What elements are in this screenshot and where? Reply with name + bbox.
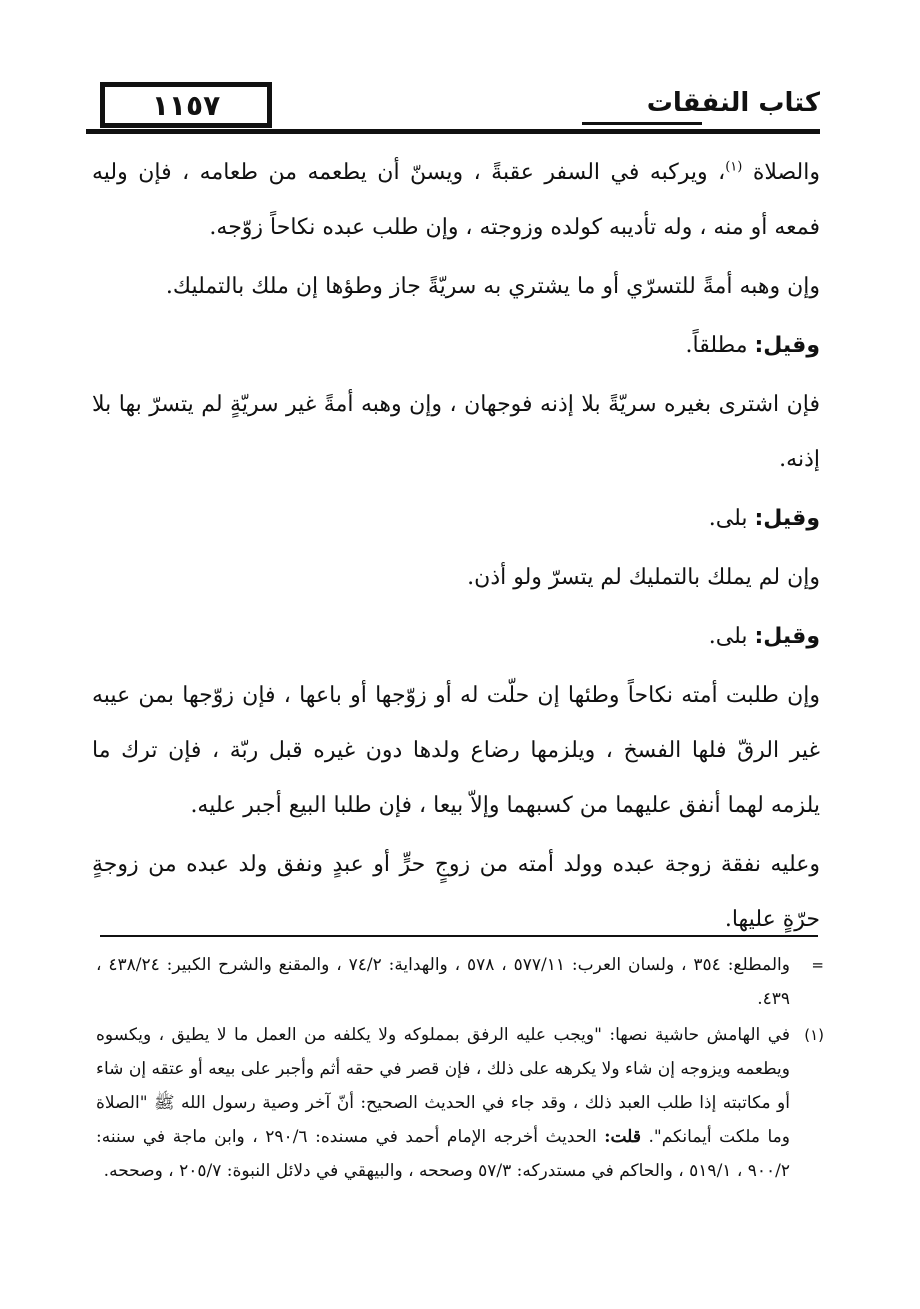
paragraph: وعليه نفقة زوجة عبده وولد أمته من زوجٍ حرٍّ أو عبدٍ ونفق ولد عبده من زوجةٍ حرّةٍ عليها. [92,852,820,932]
paragraph [92,491,820,546]
footnote-continued [96,948,824,1016]
paragraph [92,609,820,664]
footnote-text [96,1018,790,1188]
footnote-ref[interactable]: (١) [725,159,743,175]
paragraph: فإن اشترى بغيره سريّةً بلا إذنه فوجهان ، وإن وهبه أمةً غير سريّةٍ لم يتسرّ بها بلا إذنه. [92,392,820,472]
footnote-1 [96,1018,824,1188]
book-title: كتاب النفقات [646,88,820,118]
qila-label: وقيل: [754,624,820,649]
footnote-number: (١) [804,1026,824,1044]
footnote-text-part: في الهامش حاشية نصها: "ويجب عليه الرفق بمملوكه ولا يكلفه من العمل ما لا يطيق ، ويكسوه ويطعمه ويزوجه إن شاء ولا يكرهه على ذلك ، فإن قصر في حقه أثم وأجبر على بيعه أو عتقه إن شاء أو مكاتبته إذا طلب العبد ذلك ، وقد جاء في الحديث الصحيح: أنّ آخر وصية رسول الله ﷺ "الصلاة وما ملكت أيمانكم". [96,1025,791,1147]
footnote-continue-mark: = [811,956,824,974]
paragraph-text: مطلقاً. [685,333,748,358]
paragraph-text: بلى. [708,624,748,649]
qultu-label: قلت: [604,1127,641,1147]
paragraph-text: والصلاة [752,160,820,185]
footnote-text: والمطلع: ٣٥٤ ، ولسان العرب: ٥٧٧/١١ ، ٥٧٨ ، والهداية: ٧٤/٢ ، والمقنع والشرح الكبير: ٤٣٨/٢٤ ، ٤٣٩. [96,955,790,1009]
paragraph-text: بلى. [708,506,748,531]
qila-label: وقيل: [754,506,820,531]
paragraph [92,318,820,373]
paragraph [92,145,820,255]
paragraph-text: ، ويركبه في السفر عقبةً ، ويسنّ أن يطعمه من طعامه ، فإن وليه فمعه أو منه ، وله تأديبه كولده وزوجته ، وإن طلب عبده نكاحاً زوّجه. [92,160,820,240]
header-rule [86,129,820,134]
page-header [86,82,820,132]
qila-label: وقيل: [754,333,820,358]
paragraph: وإن وهبه أمةً للتسرّي أو ما يشتري به سريّةً جاز وطؤها إن ملك بالتمليك. [165,274,820,299]
footnotes [96,948,824,1190]
page-number-box [100,82,272,128]
footnote-separator [100,935,818,937]
paragraph: وإن طلبت أمته نكاحاً وطئها إن حلّت له أو زوّجها أو باعها ، فإن زوّجها بمن عيبه غير الرقّ فلها الفسخ ، ويلزمها رضاع ولدها دون غيره قبل ربّة ، فإن ترك ما يلزمه لهما أنفق عليهما من كسبهما وإلاّ بيعا ، فإن طلبا البيع أجبر عليه. [92,683,820,818]
footnote-text-part: الحديث أخرجه الإمام أحمد في مسنده: ٢٩٠/٦ ، وابن ماجة في سننه: ٩٠٠/٢ ، ٥١٩/١ ، والحاكم في مستدركه: ٥٧/٣ وصححه ، والبيهقي في دلائل النبوة: ٢٠٥/٧ ، وصححه. [96,1127,790,1181]
main-text [92,145,820,947]
paragraph: وإن لم يملك بالتمليك لم يتسرّ ولو أذن. [467,565,820,590]
page-number: ١١٥٧ [151,88,221,122]
title-underline [582,122,702,125]
